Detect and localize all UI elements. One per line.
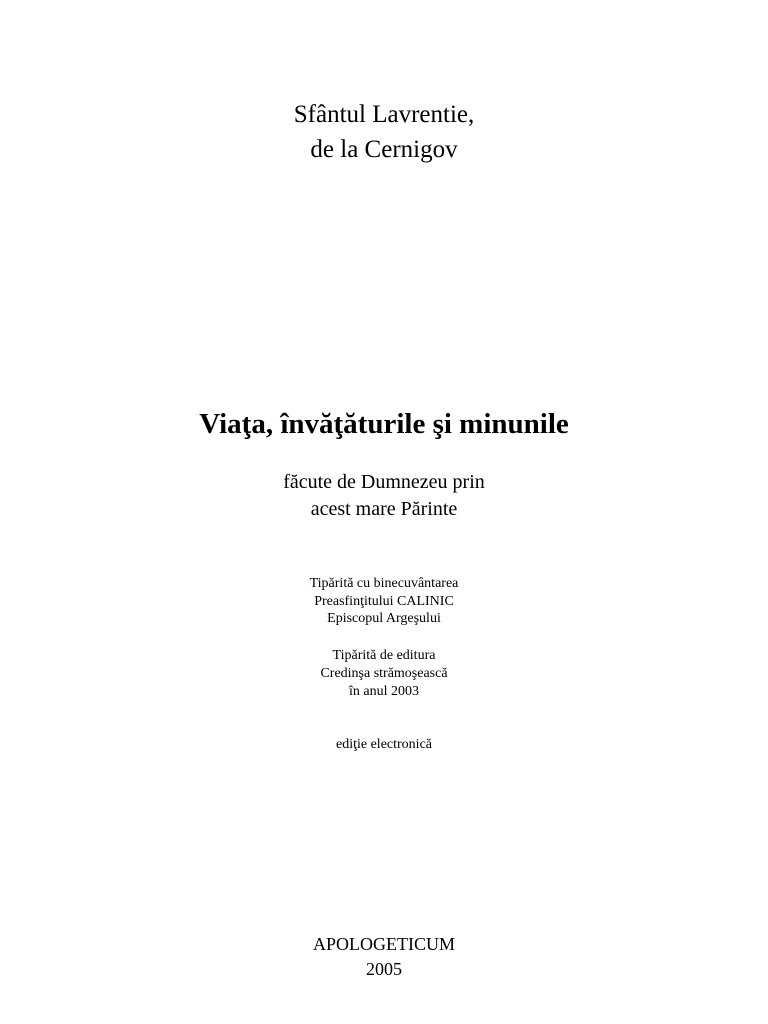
publication-year: 2005: [366, 959, 402, 979]
print-info-line-2: Credinşa strămoşească: [320, 666, 448, 681]
subtitle-line-1: făcute de Dumnezeu prin: [283, 471, 485, 493]
blessing-line-3: Episcopul Argeşului: [327, 611, 441, 626]
blessing-line-1: Tipărită cu binecuvântarea: [309, 576, 459, 591]
book-title: Viaţa, învăţăturile şi minunile: [199, 408, 569, 440]
author-name: Sfântul Lavrentie,: [293, 101, 475, 128]
edition-note: ediţie electronică: [336, 737, 432, 752]
subtitle-line-2: acest mare Părinte: [310, 498, 458, 520]
print-info-line-1: Tipărită de editura: [332, 648, 436, 663]
publisher-name: APOLOGETICUM: [313, 934, 455, 954]
author-origin: de la Cernigov: [310, 136, 458, 163]
blessing-line-2: Preasfinţitului CALINIC: [314, 594, 454, 609]
print-info-line-3: în anul 2003: [349, 684, 419, 699]
